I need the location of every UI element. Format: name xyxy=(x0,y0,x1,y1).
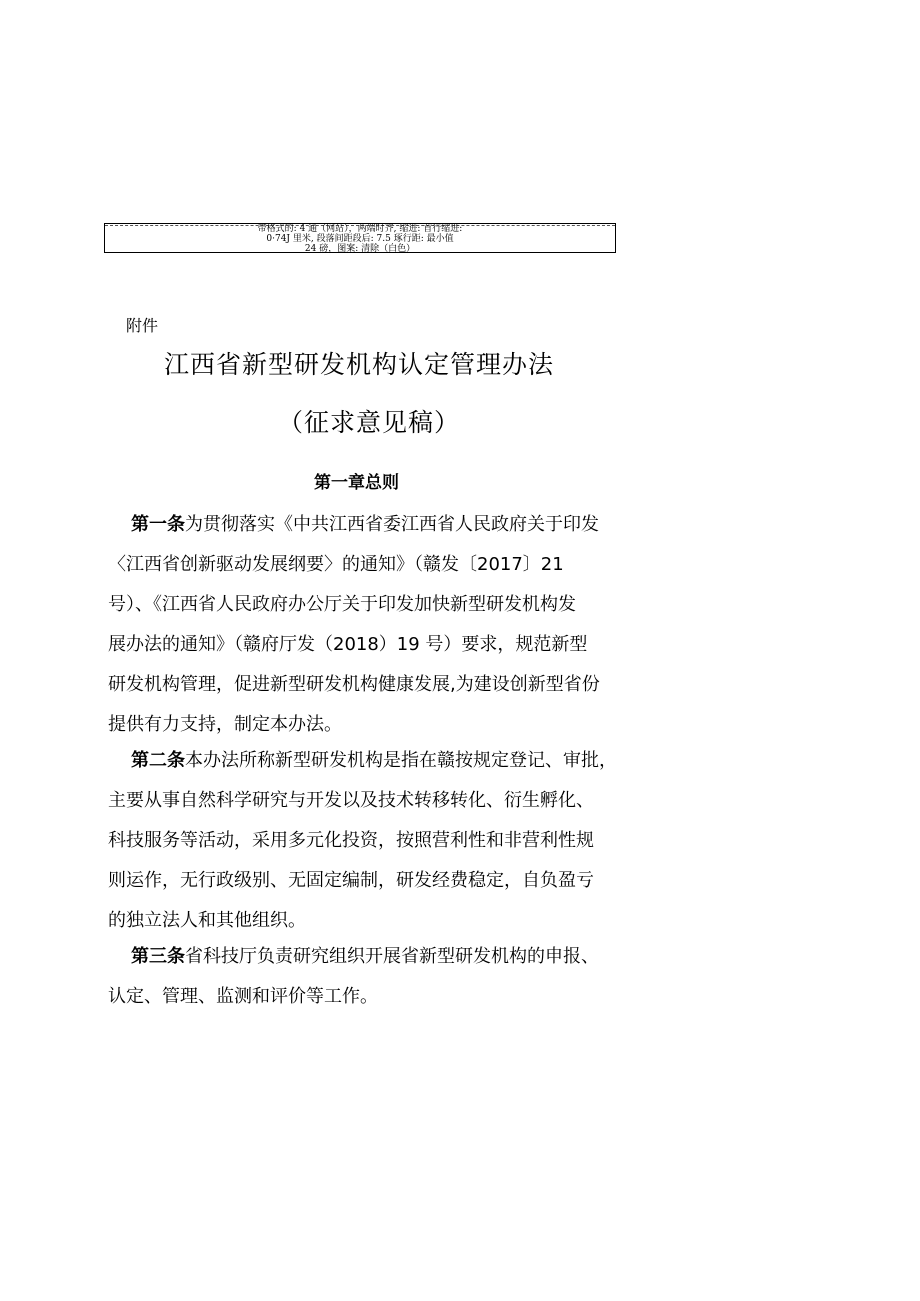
paragraph-line xyxy=(108,937,628,977)
paragraph-line: 提供有力支持，制定本办法。 xyxy=(108,714,342,735)
paragraph-line: 的独立法人和其他组织。 xyxy=(108,910,306,931)
paragraph-line: 认定、管理、监测和评价等工作。 xyxy=(108,986,378,1007)
paragraph-line: 〈江西省创新驱动发展纲要〉的通知》（赣发〔2017〕21 xyxy=(108,554,564,575)
article-paragraph xyxy=(108,505,628,745)
format-note-line: 带格式的: 4 通（网站），两端时齐, 缩进: 首行缩进: xyxy=(257,224,463,234)
paragraph-line: 研发机构管理，促进新型研发机构健康发展,为建设创新型省份 xyxy=(108,674,600,695)
paragraph-line xyxy=(108,741,628,781)
document-subtitle: （征求意见稿） xyxy=(278,408,461,437)
paragraph-line: 科技服务等活动，采用多元化投资，按照营利性和非营利性规 xyxy=(108,830,594,851)
paragraph-line: 号）、《江西省人民政府办公厅关于印发加快新型研发机构发 xyxy=(108,594,576,615)
attachment-label: 附件 xyxy=(126,316,159,335)
document-title: 江西省新型研发机构认定管理办法 xyxy=(164,350,555,379)
article-number: 第一条 xyxy=(131,514,185,535)
article-number: 第二条 xyxy=(131,750,185,771)
paragraph-line: 主要从事自然科学研究与开发以及技术转移转化、衍生孵化、 xyxy=(108,790,594,811)
paragraph-line: 则运作，无行政级别、无固定编制，研发经费稳定，自负盈亏 xyxy=(108,870,594,891)
paragraph-line: 展办法的通知》（赣府厅发（2018）19 号）要求，规范新型 xyxy=(108,634,588,655)
paragraph-text: 为贯彻落实《中共江西省委江西省人民政府关于印发 xyxy=(185,514,599,535)
paragraph-text: 本办法所称新型研发机构是指在赣按规定登记、审批， xyxy=(185,750,617,771)
format-note-line: 24 磅，图案: 清除（白色） xyxy=(304,244,416,254)
article-paragraph xyxy=(108,937,628,1017)
paragraph-text: 省科技厅负责研究组织开展省新型研发机构的申报、 xyxy=(185,946,599,967)
format-annotation-box xyxy=(104,223,616,253)
format-note-line: 0·74J 里米, 段落间距段后: 7.5 琢行距: 最小值 xyxy=(266,234,454,244)
paragraph-line xyxy=(108,505,628,545)
article-number: 第三条 xyxy=(131,946,185,967)
article-paragraph xyxy=(108,741,628,941)
chapter-heading: 第一章总则 xyxy=(314,473,399,493)
